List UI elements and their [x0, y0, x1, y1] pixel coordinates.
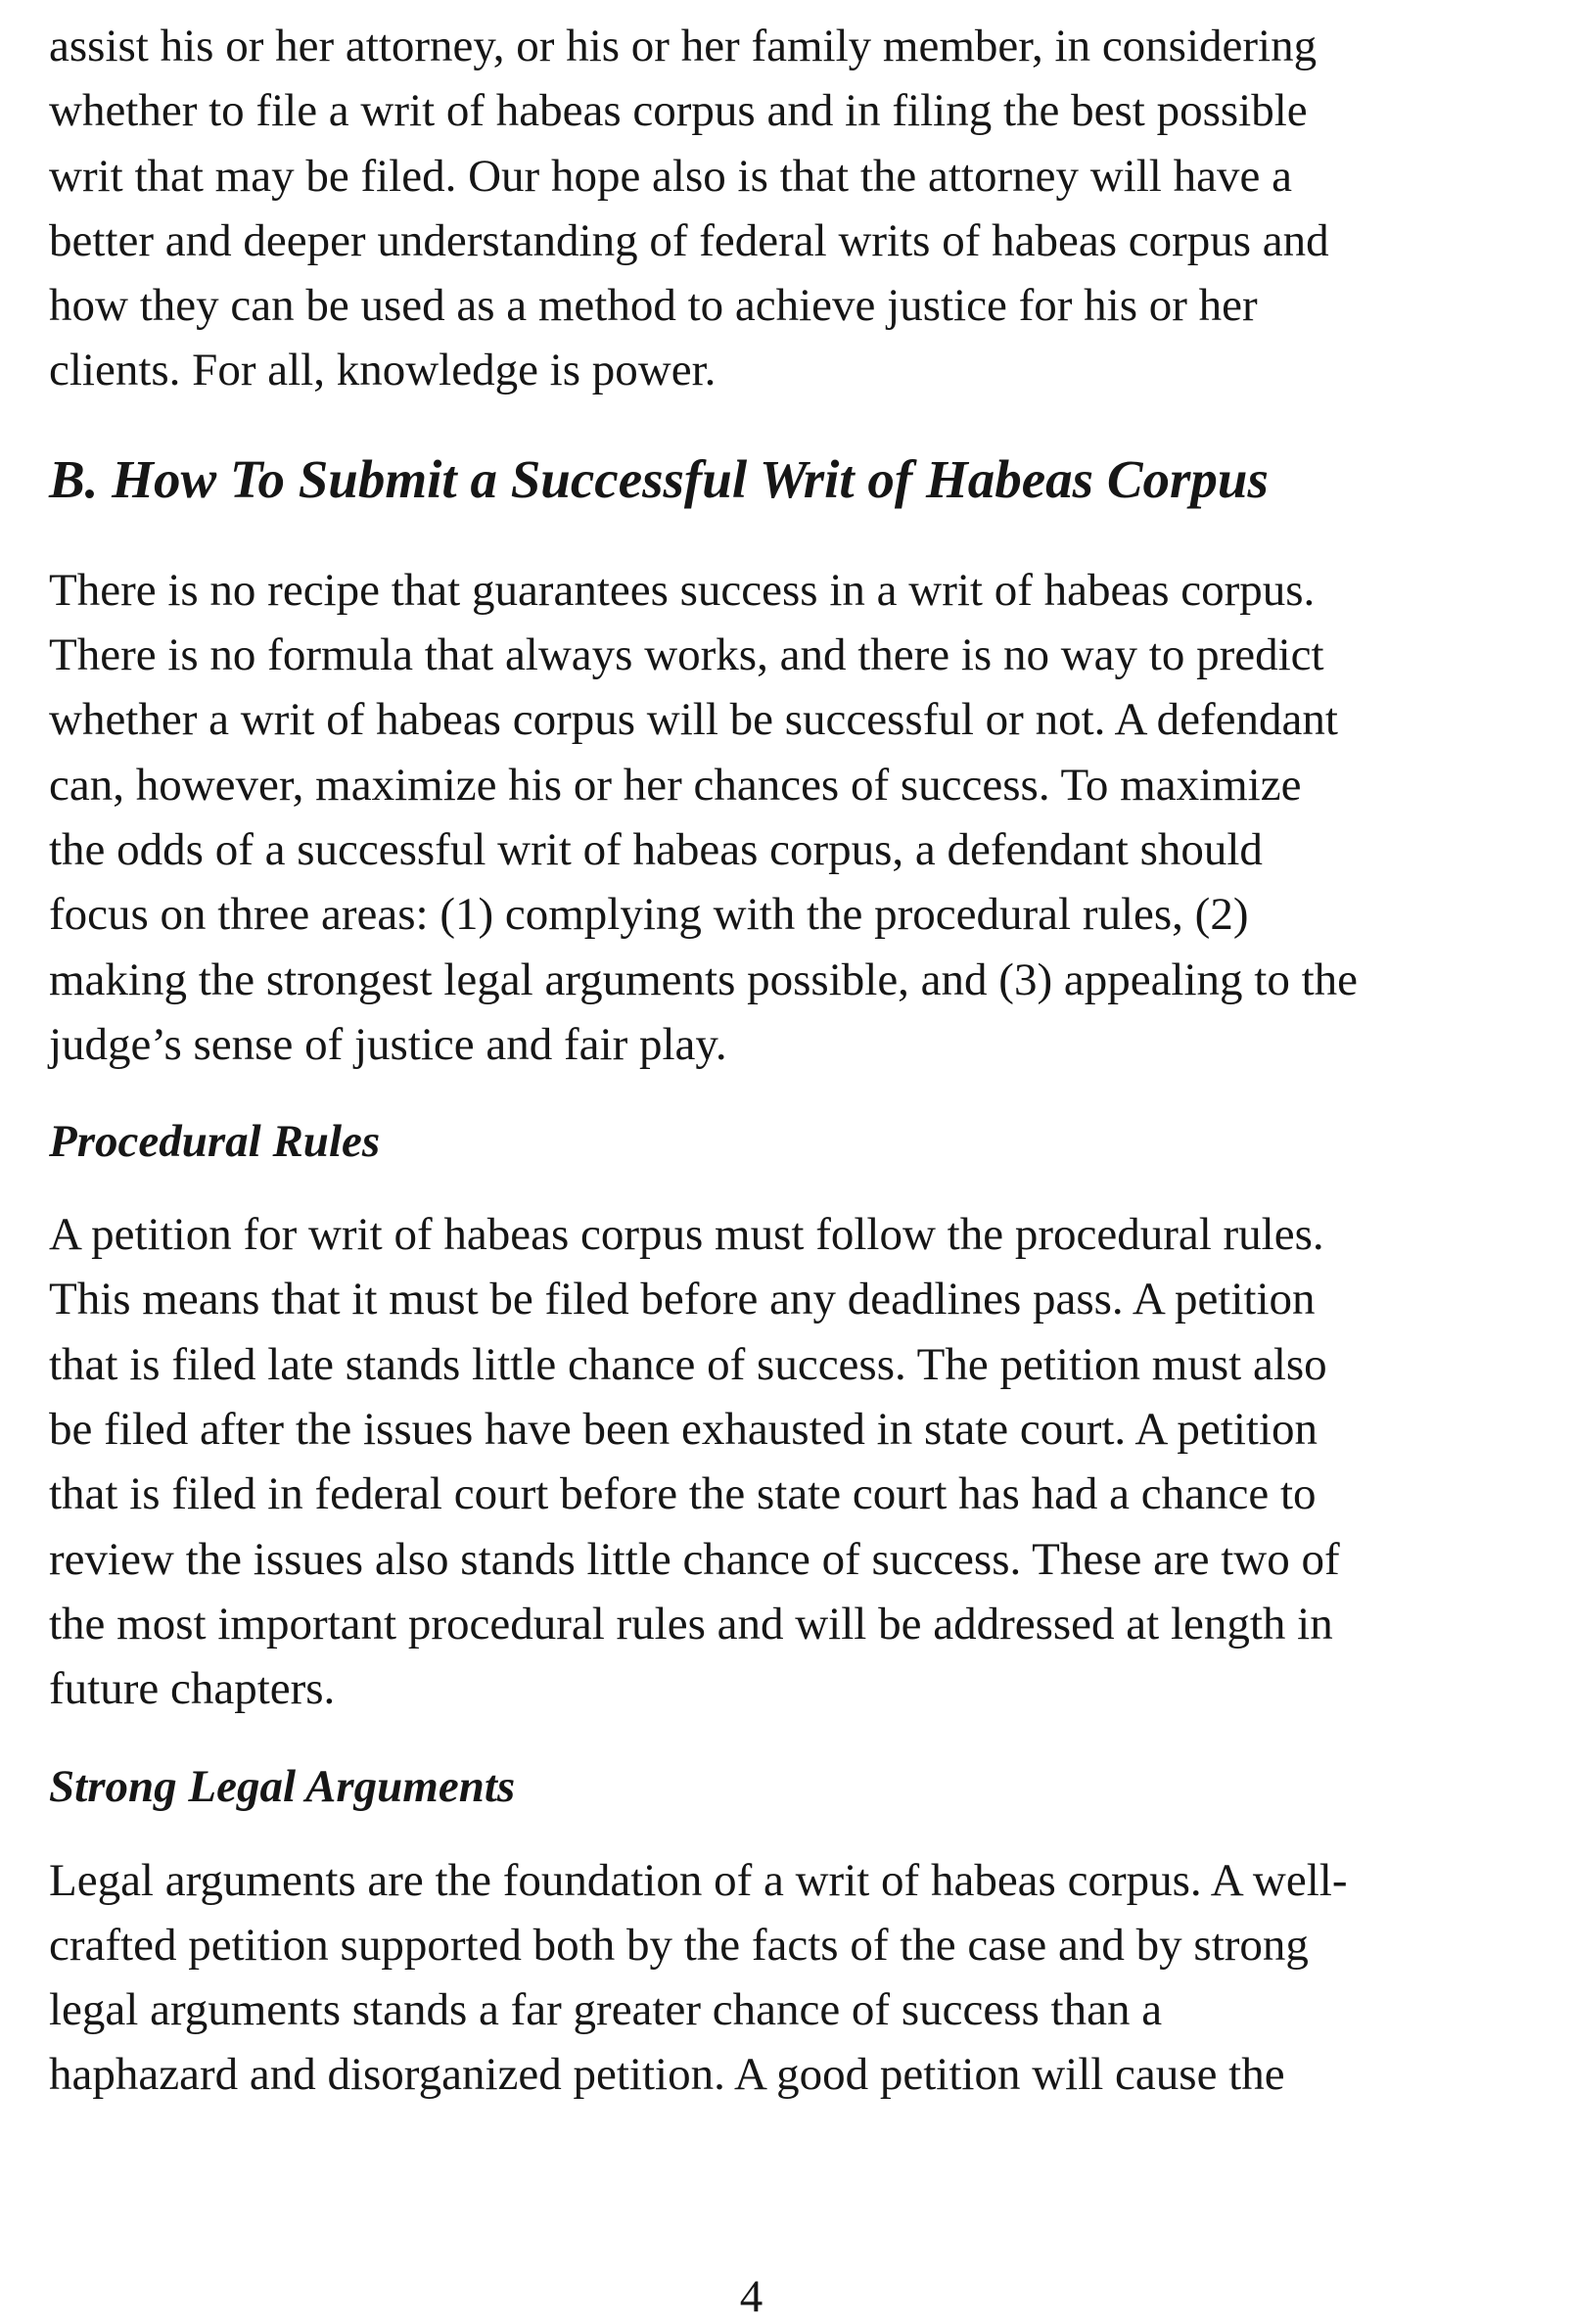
paragraph-line: judge’s sense of justice and fair play. [49, 1018, 727, 1070]
section-b-paragraph [49, 558, 1478, 1077]
page-number: 4 [739, 2271, 763, 2322]
paragraph-line: the most important procedural rules and will be addressed at length in [49, 1598, 1333, 1650]
procedural-rules-heading: Procedural Rules [49, 1116, 381, 1168]
intro-paragraph [49, 14, 1478, 403]
paragraph-line: haphazard and disorganized petition. A good petition will cause the [49, 2049, 1285, 2101]
paragraph-line: This means that it must be filed before any deadlines pass. A petition [49, 1274, 1316, 1325]
paragraph-line: that is filed in federal court before the state court has had a chance to [49, 1468, 1317, 1520]
paragraph-line: assist his or her attorney, or his or her family member, in considering [49, 21, 1318, 71]
paragraph-line: be filed after the issues have been exhausted in state court. A petition [49, 1404, 1319, 1456]
paragraph-line: whether to file a writ of habeas corpus and in filing the best possible [49, 85, 1308, 137]
paragraph-line: crafted petition supported both by the facts of the case and by strong [49, 1919, 1309, 1971]
section-b-heading: B. How To Submit a Successful Writ of Habeas Corpus [49, 448, 1269, 509]
paragraph-line: better and deeper understanding of federal writs of habeas corpus and [49, 214, 1329, 266]
paragraph-line: focus on three areas: (1) complying with the procedural rules, (2) [49, 889, 1249, 941]
procedural-rules-paragraph [49, 1202, 1478, 1721]
paragraph-line: legal arguments stands a far greater chance of success than a [49, 1984, 1163, 2036]
paragraph-line: Legal arguments are the foundation of a writ of habeas corpus. A well- [49, 1854, 1348, 1906]
paragraph-line: making the strongest legal arguments possible, and (3) appealing to the [49, 953, 1359, 1005]
paragraph-line: writ that may be filed. Our hope also is that the attorney will have a [49, 150, 1292, 202]
paragraph-line: the odds of a successful writ of habeas corpus, a defendant should [49, 823, 1263, 875]
paragraph-line: clients. For all, knowledge is power. [49, 345, 717, 396]
paragraph-line: There is no recipe that guarantees success in a writ of habeas corpus. [49, 564, 1316, 616]
paragraph-line: future chapters. [49, 1663, 336, 1715]
paragraph-line: whether a writ of habeas corpus will be successful or not. A defendant [49, 694, 1338, 746]
document-page [49, 14, 1478, 2108]
paragraph-line: A petition for writ of habeas corpus must follow the procedural rules. [49, 1209, 1324, 1261]
paragraph-line: that is filed late stands little chance of success. The petition must also [49, 1338, 1327, 1390]
paragraph-line: There is no formula that always works, and there is no way to predict [49, 629, 1324, 681]
paragraph-line: how they can be used as a method to achieve justice for his or her [49, 280, 1258, 332]
paragraph-line: can, however, maximize his or her chances of success. To maximize [49, 759, 1302, 811]
paragraph-line: review the issues also stands little chance of success. These are two of [49, 1533, 1340, 1585]
strong-legal-arguments-paragraph [49, 1848, 1478, 2108]
strong-legal-arguments-heading: Strong Legal Arguments [49, 1760, 516, 1812]
